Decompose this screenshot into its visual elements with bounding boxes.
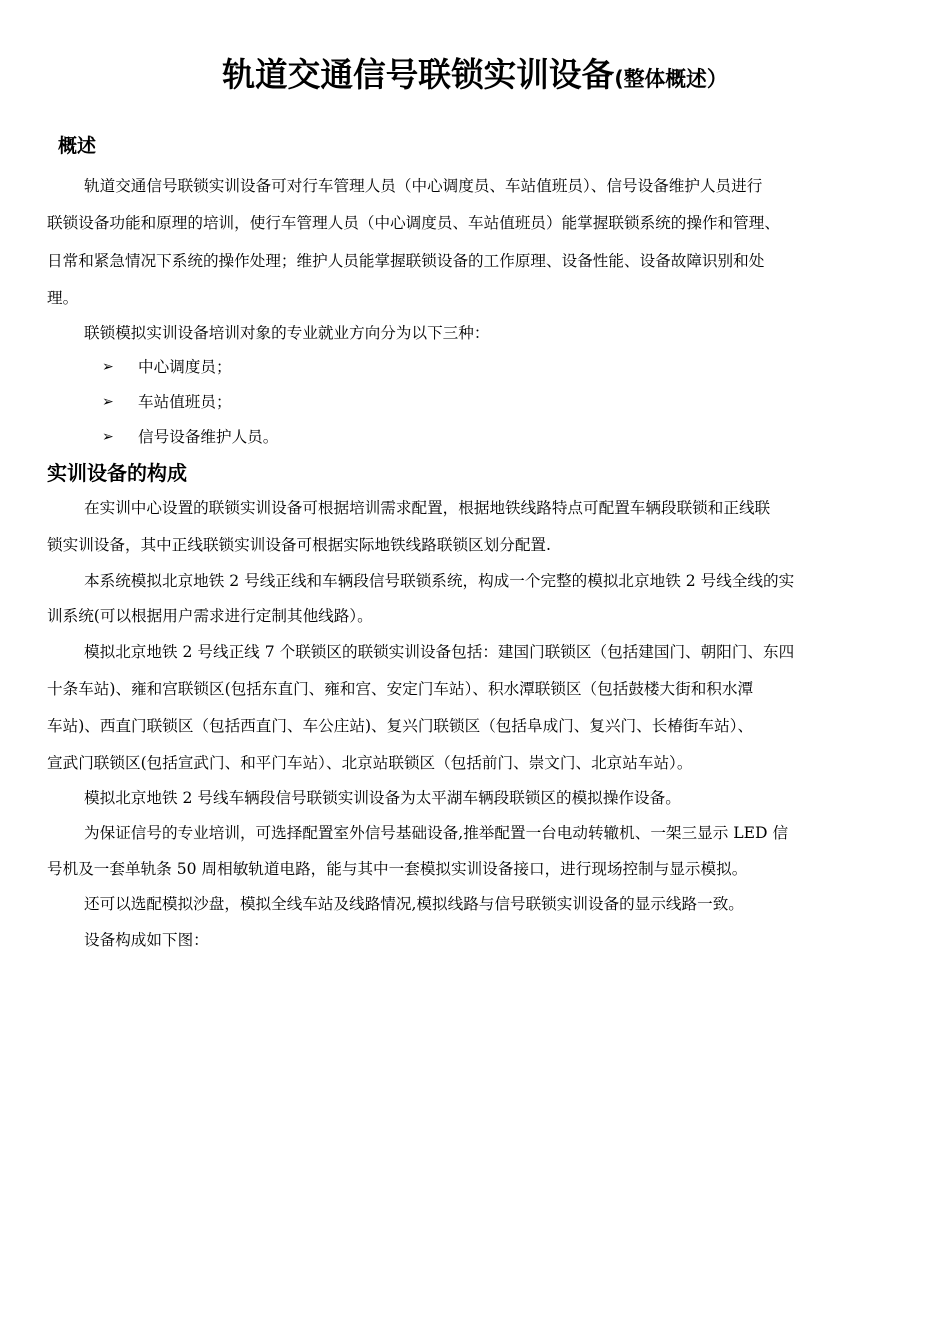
composition-paragraph-4: 模拟北京地铁 2 号线车辆段信号联锁实训设备为太平湖车辆段联锁区的模拟操作设备。 — [84, 789, 681, 807]
composition-paragraph-2-line-2: 训系统(可以根据用户需求进行定制其他线路）。 — [47, 607, 373, 625]
composition-paragraph-3-line-3: 车站)、西直门联锁区（包括西直门、车公庄站)、复兴门联锁区（包括阜成门、复兴门、长椿街车站）、 — [47, 717, 754, 735]
document-title — [5, 52, 945, 102]
arrow-bullet-icon: ➢ — [102, 394, 114, 410]
title-subtitle: (整体概述） — [614, 67, 728, 91]
composition-paragraph-3-line-2: 十条车站)、雍和宫联锁区(包括东直门、雍和宫、安定门车站）、积水潭联锁区（包括鼓楼大街和积水潭 — [47, 680, 754, 698]
arrow-bullet-icon: ➢ — [102, 429, 114, 445]
composition-paragraph-3-line-1: 模拟北京地铁 2 号线正线 7 个联锁区的联锁实训设备包括：建国门联锁区（包括建国门、朝阳门、东四 — [84, 643, 795, 661]
overview-paragraph-1-line-3: 日常和紧急情况下系统的操作处理；维护人员能掌握联锁设备的工作原理、设备性能、设备故障识别和处 — [47, 252, 765, 270]
composition-paragraph-2-line-1: 本系统模拟北京地铁 2 号线正线和车辆段信号联锁系统，构成一个完整的模拟北京地铁 2 号线全线的实 — [84, 572, 795, 590]
bullet-text: 中心调度员； — [138, 358, 232, 376]
overview-heading: 概述 — [58, 135, 97, 157]
composition-paragraph-5-line-2: 号机及一套单轨条 50 周相敏轨道电路，能与其中一套模拟实训设备接口，进行现场控制与显示模拟。 — [47, 860, 748, 878]
bullet-text: 信号设备维护人员。 — [138, 428, 279, 446]
arrow-bullet-icon: ➢ — [102, 359, 114, 375]
composition-paragraph-7: 设备构成如下图： — [84, 931, 209, 949]
composition-paragraph-5-line-1: 为保证信号的专业培训，可选择配置室外信号基础设备,推举配置一台电动转辙机、一架三显示 LED 信 — [84, 824, 789, 842]
overview-paragraph-1-line-2: 联锁设备功能和原理的培训，使行车管理人员（中心调度员、车站值班员）能掌握联锁系统的操作和管理、 — [47, 214, 780, 232]
overview-paragraph-1-line-4: 理。 — [47, 289, 79, 307]
composition-paragraph-1-line-1: 在实训中心设置的联锁实训设备可根据培训需求配置，根据地铁线路特点可配置车辆段联锁和正线联 — [84, 499, 771, 517]
composition-paragraph-6: 还可以选配模拟沙盘，模拟全线车站及线路情况,模拟线路与信号联锁实训设备的显示线路一致。 — [84, 895, 744, 913]
overview-paragraph-2: 联锁模拟实训设备培训对象的专业就业方向分为以下三种： — [84, 324, 490, 342]
composition-paragraph-1-line-2: 锁实训设备，其中正线联锁实训设备可根据实际地铁线路联锁区划分配置. — [47, 536, 551, 554]
overview-paragraph-1-line-1: 轨道交通信号联锁实训设备可对行车管理人员（中心调度员、车站值班员）、信号设备维护人员进行 — [84, 177, 763, 195]
composition-paragraph-3-line-4: 宣武门联锁区(包括宣武门、和平门车站）、北京站联锁区（包括前门、崇文门、北京站车站）。 — [47, 754, 693, 772]
bullet-text: 车站值班员； — [138, 393, 232, 411]
title-main: 轨道交通信号联锁实训设备 — [222, 55, 615, 94]
composition-heading: 实训设备的构成 — [47, 461, 187, 485]
